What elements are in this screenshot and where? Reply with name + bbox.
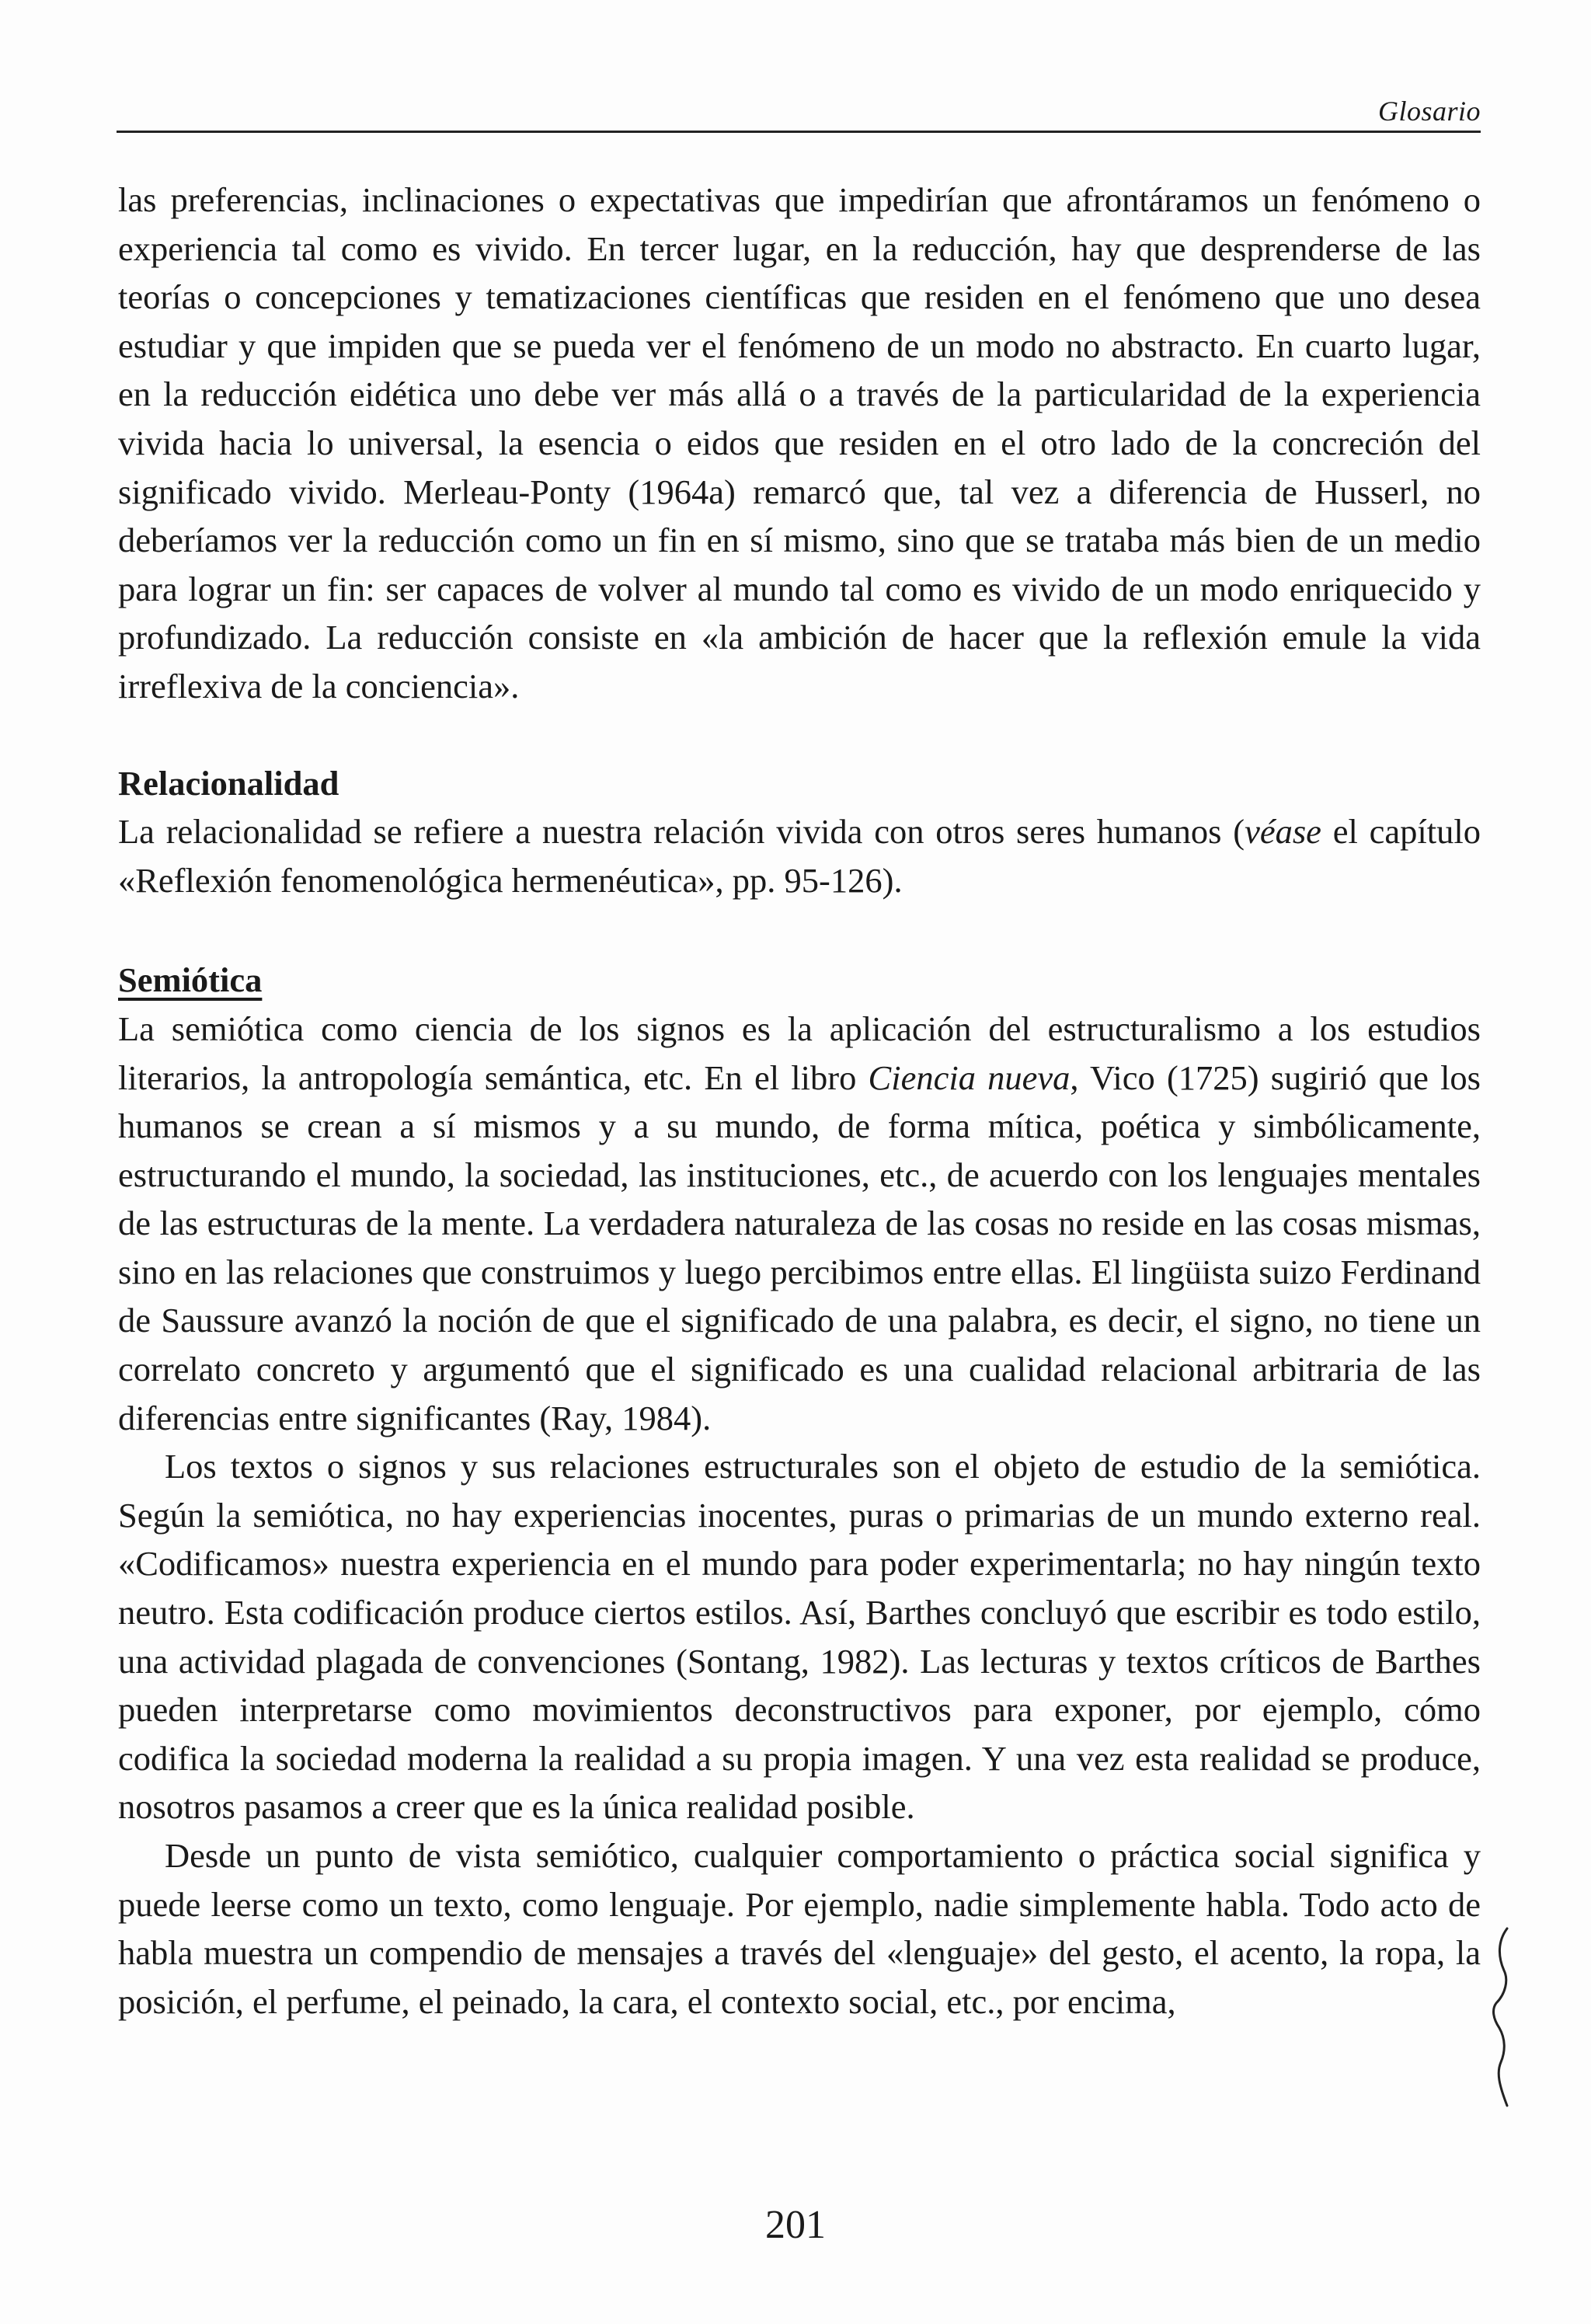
text-run: La semiótica como ciencia de los signos es la aplicación del estructuralismo a los estudios literarios, la antropología semántica, etc. En el libro: [118, 1009, 1481, 1097]
emphasis: véase: [1245, 812, 1321, 852]
text-run: el capítulo «Reflexión fenomenológica hermenéutica», pp. 95-126).: [118, 812, 1481, 900]
entry-heading-semiotica: [118, 956, 1481, 1005]
text-run: , Vico (1725) sugirió que los humanos se crean a sí mismos y a su mundo, de forma mítica, poética y simbólicamente, estructurando el mundo, la sociedad, las instituciones, etc., de acuerdo con los lenguajes mentales de las estructuras de la mente. La verdadera naturaleza de las cosas no reside en las cosas mismas, sino en las relaciones que construimos y luego percibimos entre ellas. El lingüista suizo Ferdinand de Saussure avanzó la noción de que el significado de una palabra, es decir, el signo, no tiene un correlato concreto y argumentó que el significado es una cualidad relacional arbitraria de las diferencias entre significantes (Ray, 1984).: [118, 1057, 1481, 1437]
running-head: Glosario: [1377, 96, 1481, 127]
page-number: 201: [765, 2203, 826, 2247]
paragraph-semiotica-1: [118, 1005, 1481, 1442]
paragraph-semiotica-2: Los textos o signos y sus relaciones estructurales son el objeto de estudio de la semiótica. Según la semiótica, no hay experiencias inocentes, puras o primarias de un mundo externo real. «Codificamos» nuestra experiencia en el mundo para poder experimentarla; no hay ningún texto neutro. Esta codificación produce ciertos estilos. Así, Barthes concluyó que escribir es todo estilo, una actividad plagada de convenciones (Sontang, 1982). Las lecturas y textos críticos de Barthes pueden interpretarse como movimientos deconstructivos para exponer, por ejemplo, cómo codifica la sociedad moderna la realidad a su propia imagen. Y una vez esta realidad se produce, nosotros pasamos a creer que es la única realidad posible.: [118, 1447, 1481, 1827]
entry-heading-relacionalidad: Relacionalidad: [118, 763, 339, 803]
paragraph-reduccion-continued: las preferencias, inclinaciones o expectativas que impedirían que afrontáramos un fenómeno o experiencia tal como es vivido. En tercer lugar, en la reducción, hay que desprenderse de las teorías o concepciones y tematizaciones científicas que residen en el fenómeno que uno desea estudiar y que impiden que se pueda ver el fenómeno de un modo no abstracto. En cuarto lugar, en la reducción eidética uno debe ver más allá o a través de la particularidad de la experiencia vivida hacia lo universal, la esencia o eidos que residen en el otro lado de la concreción del significado vivido. Merleau-Ponty (1964a) remarcó que, tal vez a diferencia de Husserl, no deberíamos ver la reducción como un fin en sí mismo, sino que se trataba más bien de un medio para lograr un fin: ser capaces de volver al mundo tal como es vivido de un modo enriquecido y profundizado. La reducción consiste en «la ambición de hacer que la reflexión emule la vida irreflexiva de la conciencia».: [118, 180, 1481, 706]
text-run: La relacionalidad se refiere a nuestra relación vivida con otros seres humanos (: [118, 812, 1245, 852]
book-title-emphasis: Ciencia nueva: [868, 1057, 1071, 1097]
paragraph-semiotica-3: Desde un punto de vista semiótico, cualquier comportamiento o práctica social significa y puede leerse como un texto, como lenguaje. Por ejemplo, nadie simplemente habla. Todo acto de habla muestra un compendio de mensajes a través del «lenguaje» del gesto, el acento, la ropa, la posición, el perfume, el peinado, la cara, el contexto social, etc., por encima,: [118, 1836, 1481, 2021]
handwritten-margin-brace: [1488, 1925, 1521, 2109]
header-rule: [117, 131, 1481, 133]
page-body: [118, 176, 1481, 2026]
paragraph-relacionalidad: [118, 807, 1481, 904]
heading-text: Semiótica: [118, 960, 263, 1000]
